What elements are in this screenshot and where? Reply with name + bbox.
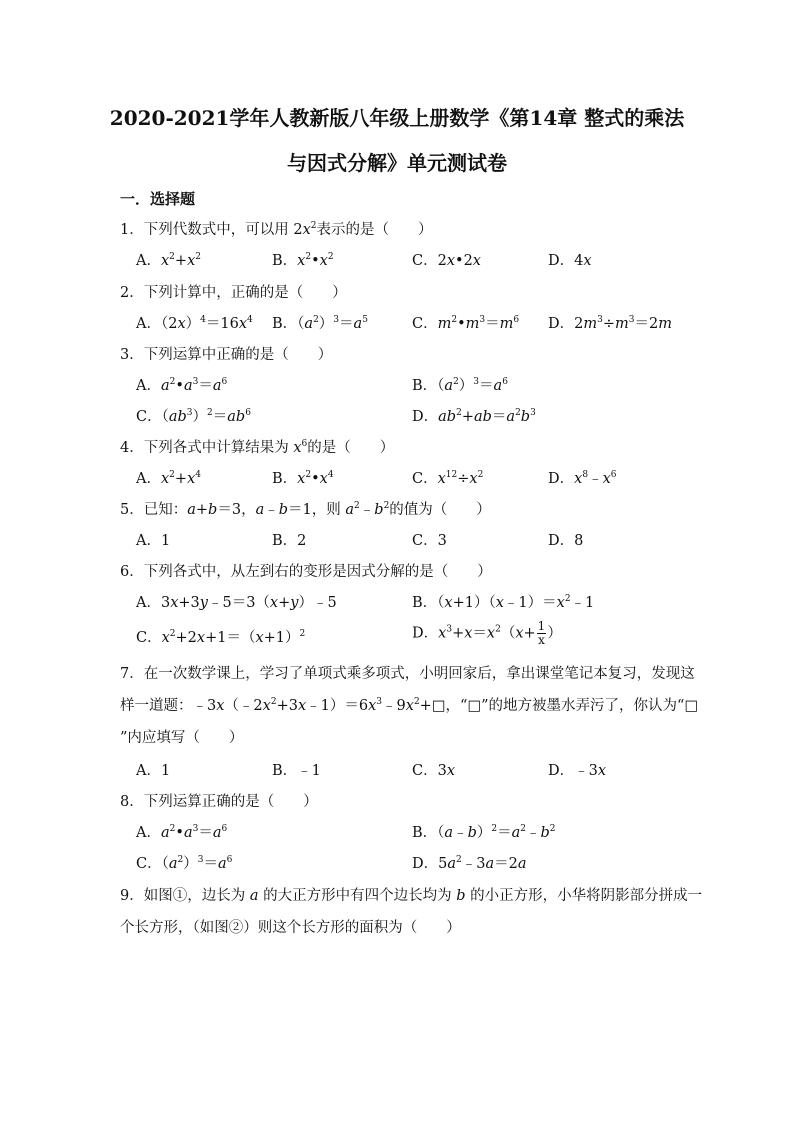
question-4-option-b: B．$x^2•x^4$ <box>272 470 334 487</box>
question-5-option-b: B．2 <box>272 533 307 549</box>
question-1-option-b: B．$x^2•x^2$ <box>272 252 334 269</box>
question-3-option-d: D．$ab^2+ab=a^2b^3$ <box>412 408 536 425</box>
question-3-option-c: C．$(ab^3)^2=ab^6$ <box>136 408 251 425</box>
question-3-option-a: A．$a^2•a^3=a^6$ <box>136 377 228 394</box>
question-7-option-d: D．﹣3x <box>548 763 607 779</box>
question-2-option-a: A．$(2x)^4=16x^4$ <box>136 315 253 332</box>
question-7-line-3: ”内应填写（ ） <box>120 730 244 746</box>
fraction-one-over-x: $\frac{1}{x}$ <box>537 619 546 647</box>
question-6-option-d: D．$x^3+x=x^2(x+$ $\frac{1}{x}$ ） <box>412 619 562 647</box>
question-4-stem: 4．下列各式中计算结果为 $x^6$的是（ ） <box>120 439 395 456</box>
question-5-stem: 5．已知：a+b＝3，a﹣b＝1，则 $a^2﹣b^2$的值为（ ） <box>120 501 491 518</box>
question-1-stem: 1．下列代数式中，可以用 $2x^2$表示的是（ ） <box>120 221 433 238</box>
question-4-option-d: D．$x^8﹣x^6$ <box>548 470 617 487</box>
question-1-option-c: C．2x•2x <box>412 253 481 269</box>
question-7-option-b: B．﹣1 <box>272 763 321 779</box>
question-4-option-a: A．$x^2+x^4$ <box>136 470 201 487</box>
question-2-option-b: B．$(a^2)^3=a^5$ <box>272 315 368 332</box>
question-6-option-a: A．3x+3y﹣5＝3（x+y）﹣5 <box>136 595 337 611</box>
question-5-option-c: C．3 <box>412 533 447 549</box>
question-8-option-b: B．$(a﹣b)^2=a^2﹣b^2$ <box>412 824 556 841</box>
section-heading: 一．选择题 <box>120 190 196 208</box>
question-7-line-2: 样一道题：$﹣3x(﹣2x^2+3x﹣1)=6x^3﹣9x^2+□$，“□”的地方被墨水弄污了，你认为“□ <box>120 697 699 714</box>
question-1-option-d: D．4x <box>548 253 592 269</box>
question-7-option-c: C．3x <box>412 763 456 779</box>
question-6-stem: 6．下列各式中，从左到右的变形是因式分解的是（ ） <box>120 564 492 580</box>
question-6-option-c: C．$x^2+2x+1=(x+1)^2$ <box>136 629 306 646</box>
question-7-option-a: A．1 <box>136 763 171 779</box>
question-4-option-c: C．$x^{12}\div x^2$ <box>412 470 484 487</box>
question-2-option-c: C．$m^2•m^3=m^6$ <box>412 315 520 332</box>
question-9-line-1: 9．如图①，边长为 a 的大正方形中有四个边长均为 b 的小正方形，小华将阴影部分拼成一 <box>120 888 703 904</box>
question-9-line-2: 个长方形，（如图②）则这个长方形的面积为（ ） <box>120 920 461 936</box>
question-5-option-d: D．8 <box>548 533 584 549</box>
question-8-option-c: C．$(a^2)^3=a^6$ <box>136 855 233 872</box>
question-1-option-a: A．$x^2+x^2$ <box>136 252 201 269</box>
question-8-stem: 8．下列运算正确的是（ ） <box>120 794 318 810</box>
question-5-option-a: A．1 <box>136 533 171 549</box>
question-3-stem: 3．下列运算中正确的是（ ） <box>120 347 333 363</box>
question-7-line-1: 7．在一次数学课上，学习了单项式乘多项式，小明回家后，拿出课堂笔记本复习，发现这 <box>120 666 695 682</box>
question-8-option-d: D．$5a^2﹣3a=2a$ <box>412 855 527 872</box>
question-3-option-b: B．$(a^2)^3=a^6$ <box>412 377 508 394</box>
title-line-1: 2020-2021学年人教新版八年级上册数学《第14章 整式的乘法 <box>109 106 685 130</box>
question-2-option-d: D．$2m^3\div m^3=2m$ <box>548 315 672 332</box>
question-2-stem: 2．下列计算中，正确的是（ ） <box>120 285 347 301</box>
question-8-option-a: A．$a^2•a^3=a^6$ <box>136 824 228 841</box>
title-line-2: 与因式分解》单元测试卷 <box>287 151 507 175</box>
question-6-option-b: B．$(x+1)(x﹣1)=x^2﹣1$ <box>412 594 595 611</box>
